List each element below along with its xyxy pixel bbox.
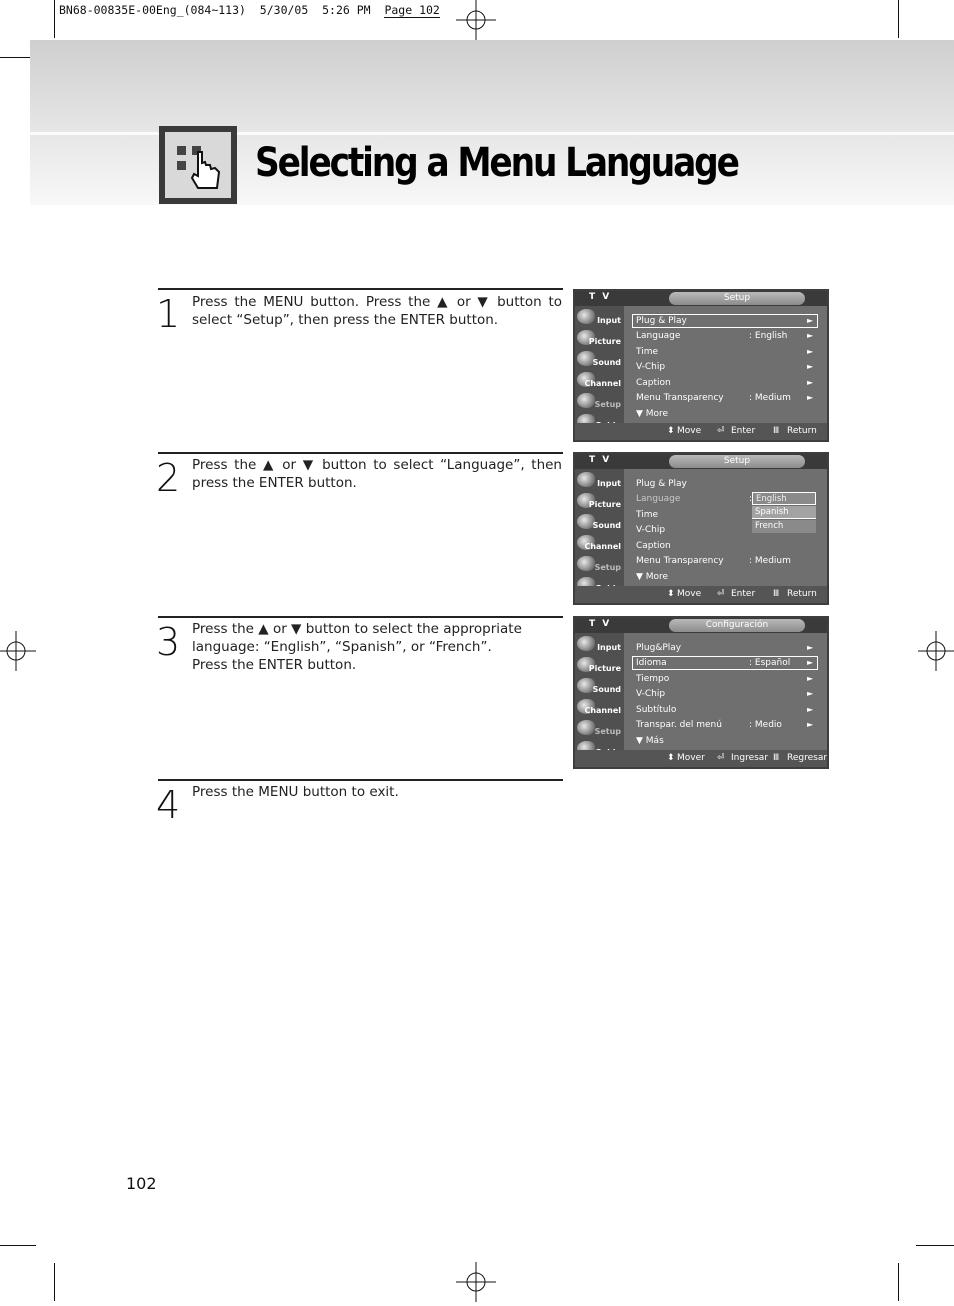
setup-icon bbox=[577, 393, 595, 408]
step-divider bbox=[158, 616, 563, 618]
return-icon: Ⅲ bbox=[773, 426, 780, 436]
footer-move: Move bbox=[677, 426, 702, 436]
footer-return: Regresar bbox=[787, 753, 828, 763]
osd-header: Setup bbox=[669, 292, 805, 305]
step-text: Press the MENU button. Press the ▲ or ▼ button to select “Setup”, then press the ENTER button. bbox=[192, 294, 562, 328]
enter-icon: ⏎ bbox=[717, 753, 725, 763]
arrow-right-icon: ► bbox=[807, 643, 814, 652]
osd-header: Configuración bbox=[669, 619, 805, 632]
osd-menu-list bbox=[625, 306, 827, 432]
menu-item-vchip: V-Chip bbox=[636, 362, 666, 372]
menu-item-caption: Caption bbox=[636, 541, 671, 551]
arrow-right-icon: ► bbox=[807, 331, 814, 340]
arrow-right-icon: ► bbox=[807, 705, 814, 714]
footer-return: Return bbox=[787, 426, 817, 436]
menu-item-more: ▼ More bbox=[636, 572, 669, 582]
registration-mark-icon bbox=[456, 1262, 496, 1302]
menu-item-value: : Medio bbox=[749, 720, 782, 730]
menu-item-plug-play: Plug & Play bbox=[636, 316, 687, 326]
crop-mark bbox=[0, 1245, 36, 1246]
print-header bbox=[59, 3, 440, 17]
step-number: 4 bbox=[156, 783, 181, 827]
menu-item-language: Language bbox=[636, 494, 681, 504]
print-page-label: Page 102 bbox=[384, 3, 440, 17]
menu-item-transparencia: Transpar. del menú bbox=[636, 720, 722, 730]
side-item-input: Input bbox=[597, 479, 621, 488]
footer-move: Mover bbox=[677, 753, 705, 763]
return-icon: Ⅲ bbox=[773, 753, 780, 763]
side-item-picture: Picture bbox=[588, 664, 621, 673]
osd-tv-label: T V bbox=[589, 292, 612, 302]
step-text: Press the ▲ or ▼ button to select “Language”, then press the ENTER button. bbox=[192, 457, 562, 491]
menu-item-vchip: V-Chip bbox=[636, 689, 666, 699]
side-item-sound: Sound bbox=[592, 521, 621, 530]
side-item-sound: Sound bbox=[592, 685, 621, 694]
menu-item-plug-play: Plug&Play bbox=[636, 643, 682, 653]
page-number: 102 bbox=[126, 1174, 157, 1193]
step-text: Press the MENU button to exit. bbox=[192, 784, 399, 800]
move-icon: ⬍ bbox=[667, 589, 675, 599]
menu-item-language: Language bbox=[636, 331, 681, 341]
step-divider bbox=[158, 288, 563, 290]
side-item-setup: Setup bbox=[594, 563, 621, 572]
menu-item-time: Time bbox=[636, 347, 659, 357]
crop-mark bbox=[54, 1263, 55, 1301]
move-icon: ⬍ bbox=[667, 753, 675, 763]
osd-screen-language-dropdown bbox=[573, 452, 829, 605]
menu-item-value: : bbox=[749, 494, 753, 504]
arrow-right-icon: ► bbox=[807, 393, 814, 402]
arrow-right-icon: ► bbox=[807, 689, 814, 698]
side-item-setup: Setup bbox=[594, 400, 621, 409]
osd-footer bbox=[575, 423, 827, 440]
osd-footer bbox=[575, 750, 827, 767]
footer-enter: Ingresar bbox=[731, 753, 769, 763]
menu-item-value: : Medium bbox=[749, 393, 791, 403]
step-text-line: Press the ▲ or ▼ button to select the appropriate language: “English”, “Spanish”, or “French”. bbox=[192, 621, 522, 655]
print-date: 5/30/05 bbox=[259, 3, 309, 17]
dropdown-option-spanish: Spanish bbox=[752, 506, 816, 519]
input-icon bbox=[577, 636, 595, 651]
step-number: 2 bbox=[156, 456, 181, 500]
footer-return: Return bbox=[787, 589, 817, 599]
setup-icon bbox=[577, 556, 595, 571]
osd-menu-list bbox=[625, 633, 827, 759]
side-item-picture: Picture bbox=[588, 337, 621, 346]
step-number: 1 bbox=[156, 292, 181, 336]
input-icon bbox=[577, 472, 595, 487]
side-item-channel: Channel bbox=[584, 379, 621, 388]
menu-item-time: Time bbox=[636, 510, 659, 520]
osd-side-menu bbox=[575, 306, 624, 432]
osd-screen-setup bbox=[573, 289, 829, 442]
side-item-channel: Channel bbox=[584, 706, 621, 715]
return-icon: Ⅲ bbox=[773, 589, 780, 599]
menu-item-vchip: V-Chip bbox=[636, 525, 666, 535]
enter-icon: ⏎ bbox=[717, 589, 725, 599]
arrow-right-icon: ► bbox=[807, 378, 814, 387]
side-item-setup: Setup bbox=[594, 727, 621, 736]
step-text-line: Press the ENTER button. bbox=[192, 657, 357, 673]
menu-item-subtitulo: Subtítulo bbox=[636, 705, 677, 715]
arrow-right-icon: ► bbox=[807, 674, 814, 683]
hand-pointer-icon bbox=[159, 126, 237, 204]
menu-item-value: : Español bbox=[749, 658, 791, 668]
side-item-picture: Picture bbox=[588, 500, 621, 509]
print-file: BN68-00835E-00Eng_(084~113) bbox=[59, 3, 246, 17]
arrow-right-icon: ► bbox=[807, 720, 814, 729]
menu-item-tiempo: Tiempo bbox=[636, 674, 670, 684]
enter-icon: ⏎ bbox=[717, 426, 725, 436]
menu-item-more: ▼ More bbox=[636, 409, 669, 419]
menu-item-value: : English bbox=[749, 331, 788, 341]
menu-item-value: : Medium bbox=[749, 556, 791, 566]
side-item-input: Input bbox=[597, 643, 621, 652]
osd-footer bbox=[575, 586, 827, 603]
menu-item-idioma: Idioma bbox=[636, 658, 667, 668]
step-divider bbox=[158, 452, 563, 454]
print-time: 5:26 PM bbox=[322, 3, 371, 17]
side-item-sound: Sound bbox=[592, 358, 621, 367]
crop-mark bbox=[916, 1245, 954, 1246]
arrow-right-icon: ► bbox=[807, 362, 814, 371]
arrow-right-icon: ► bbox=[807, 347, 814, 356]
osd-tv-label: T V bbox=[589, 455, 612, 465]
page-title: Selecting a Menu Language bbox=[255, 140, 738, 186]
menu-item-caption: Caption bbox=[636, 378, 671, 388]
crop-mark bbox=[898, 1263, 899, 1301]
step-number: 3 bbox=[156, 620, 181, 664]
side-item-input: Input bbox=[597, 316, 621, 325]
footer-move: Move bbox=[677, 589, 702, 599]
menu-item-transparency: Menu Transparency bbox=[636, 556, 724, 566]
osd-screen-configuracion bbox=[573, 616, 829, 769]
osd-side-menu bbox=[575, 633, 624, 759]
registration-mark-icon bbox=[914, 631, 954, 671]
side-item-channel: Channel bbox=[584, 542, 621, 551]
step-divider bbox=[158, 779, 563, 781]
menu-item-plug-play: Plug & Play bbox=[636, 479, 687, 489]
move-icon: ⬍ bbox=[667, 426, 675, 436]
input-icon bbox=[577, 309, 595, 324]
osd-tv-label: T V bbox=[589, 619, 612, 629]
footer-enter: Enter bbox=[731, 426, 756, 436]
footer-enter: Enter bbox=[731, 589, 756, 599]
arrow-right-icon: ► bbox=[807, 316, 814, 325]
menu-item-mas: ▼ Más bbox=[636, 736, 664, 746]
dropdown-option-english: English bbox=[752, 492, 816, 505]
osd-header: Setup bbox=[669, 455, 805, 468]
registration-mark-icon bbox=[456, 0, 496, 40]
registration-mark-icon bbox=[0, 631, 40, 671]
setup-icon bbox=[577, 720, 595, 735]
crop-mark bbox=[54, 0, 55, 38]
menu-item-transparency: Menu Transparency bbox=[636, 393, 724, 403]
osd-side-menu bbox=[575, 469, 624, 595]
step-text bbox=[192, 620, 522, 674]
dropdown-option-french: French bbox=[752, 520, 816, 533]
crop-mark bbox=[898, 0, 899, 38]
arrow-right-icon: ► bbox=[807, 658, 814, 667]
